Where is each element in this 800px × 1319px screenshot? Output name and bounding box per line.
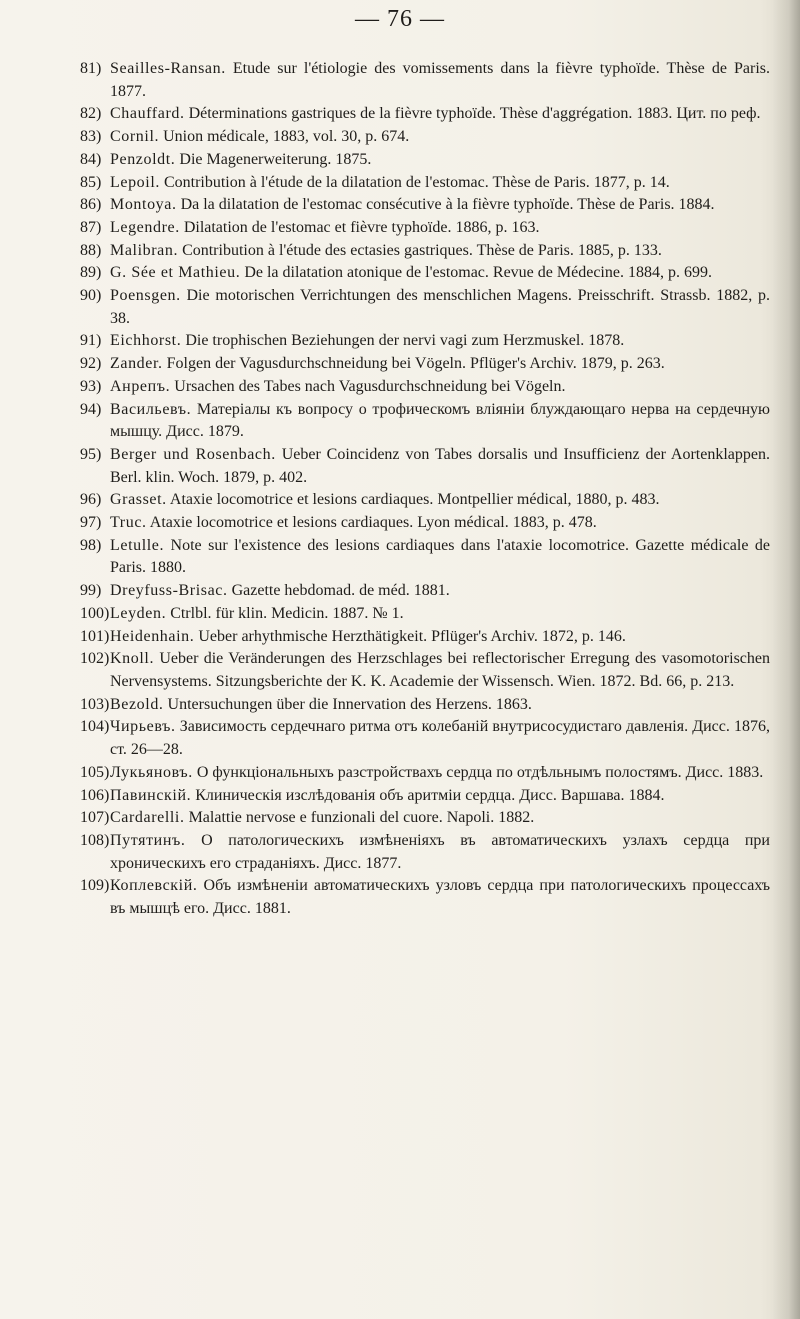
reference-number: 83) xyxy=(80,128,102,146)
reference-author: Knoll. xyxy=(110,650,155,668)
reference-number: 89) xyxy=(80,264,102,282)
reference-text: Note sur l'existence des lesions cardiaques dans l'ataxie locomotrice. Gazette médicale de Paris. 1880. xyxy=(110,536,770,577)
reference-text: Ueber die Veränderungen des Herzschlages bei reflectorischer Erregung des vasomotorischen Nervensystems. Sitzungsberichte der K. K. Academie der Wissensch. Wien. 1872. Bd. 66, p. 213. xyxy=(110,650,770,690)
reference-entry xyxy=(80,262,770,285)
page-number: — 76 — xyxy=(355,6,445,32)
reference-entry xyxy=(80,194,770,217)
reference-entry xyxy=(80,330,770,353)
reference-entry xyxy=(80,376,770,399)
reference-number: 108) xyxy=(80,831,110,849)
reference-list xyxy=(80,58,770,921)
reference-author: Zander. xyxy=(110,355,163,373)
reference-number: 84) xyxy=(80,150,102,168)
reference-number: 87) xyxy=(80,218,102,236)
reference-author: Malibran. xyxy=(110,241,179,259)
reference-number: 106) xyxy=(80,786,110,804)
reference-text: Gazette hebdomad. de méd. 1881. xyxy=(227,582,450,600)
reference-text: Ataxie locomotrice et lesions cardiaques. Lyon médical. 1883, p. 478. xyxy=(146,514,597,532)
reference-author: Eichhorst. xyxy=(110,332,182,350)
reference-entry xyxy=(80,875,770,920)
reference-number: 101) xyxy=(80,627,110,645)
reference-number: 94) xyxy=(80,400,102,418)
reference-author: Truc. xyxy=(110,514,147,532)
reference-entry xyxy=(80,716,770,761)
reference-entry xyxy=(80,103,770,126)
reference-entry xyxy=(80,580,770,603)
reference-number: 93) xyxy=(80,377,102,395)
reference-text: Die motorischen Verrichtungen des menschlichen Magens. Preisschrift. Strassb. 1882, p. 38. xyxy=(110,287,770,327)
reference-entry xyxy=(80,648,770,693)
reference-text: Ursachen des Tabes nach Vagusdurchschneidung bei Vögeln. xyxy=(170,377,566,395)
reference-text: Ueber Coincidenz von Tabes dorsalis und Insufficienz der Aortenklappen. Berl. klin. Woch. 1879, p. 402. xyxy=(110,445,771,486)
reference-text: Ueber arhythmische Herzthätigkeit. Pflüger's Archiv. 1872, p. 146. xyxy=(194,627,626,645)
reference-entry xyxy=(80,694,770,717)
reference-number: 100) xyxy=(80,604,110,622)
reference-entry xyxy=(80,126,770,149)
reference-author: Penzoldt. xyxy=(110,150,176,168)
reference-text: О патологическихъ измѣненіяхъ въ автоматическихъ узлахъ сердца при хроническихъ его страданіяхъ. Дисс. 1877. xyxy=(110,831,770,872)
reference-entry xyxy=(80,217,770,240)
reference-author: Montoya. xyxy=(110,196,177,214)
reference-entry xyxy=(80,399,770,444)
reference-text: De la dilatation atonique de l'estomac. Revue de Médecine. 1884, p. 699. xyxy=(240,264,712,282)
reference-entry xyxy=(80,762,770,785)
reference-text: Ataxie locomotrice et lesions cardiaques. Montpellier médical, 1880, p. 483. xyxy=(166,491,660,509)
reference-text: Da la dilatation de l'estomac consécutive à la fièvre typhoïde. Thèse de Paris. 1884. xyxy=(176,196,715,214)
reference-author: Chauffard. xyxy=(110,105,185,123)
reference-entry xyxy=(80,172,770,195)
reference-text: Die Magenerweiterung. 1875. xyxy=(175,150,372,168)
reference-number: 97) xyxy=(80,514,102,532)
reference-number: 104) xyxy=(80,718,110,736)
reference-author: Коплевскій. xyxy=(110,877,198,895)
reference-text: Клиническія изслѣдованія объ аритміи сердца. Дисс. Варшава. 1884. xyxy=(191,786,665,804)
reference-text: О функціональныхъ разстройствахъ сердца по отдѣльнымъ полостямъ. Дисс. 1883. xyxy=(192,763,764,781)
reference-entry xyxy=(80,807,770,830)
reference-author: Seailles-Ransan. xyxy=(110,60,226,77)
reference-author: Heidenhain. xyxy=(110,627,195,645)
reference-text: Etude sur l'étiologie des vomissements dans la fièvre typhoïde. Thèse de Paris. 1877. xyxy=(110,60,770,100)
reference-entry xyxy=(80,603,770,626)
reference-text: Union médicale, 1883, vol. 30, p. 674. xyxy=(159,128,410,146)
reference-number: 85) xyxy=(80,173,102,191)
reference-text: Die trophischen Beziehungen der nervi vagi zum Herzmuskel. 1878. xyxy=(181,332,625,350)
reference-author: Leyden. xyxy=(110,604,167,622)
reference-author: Чирьевъ. xyxy=(110,718,176,736)
reference-number: 102) xyxy=(80,650,110,668)
reference-entry xyxy=(80,285,770,330)
reference-entry xyxy=(80,240,770,263)
reference-number: 90) xyxy=(80,287,102,305)
reference-number: 91) xyxy=(80,332,102,350)
reference-author: Dreyfuss-Brisac. xyxy=(110,582,228,600)
reference-number: 88) xyxy=(80,241,102,259)
reference-author: Путятинъ. xyxy=(110,831,186,849)
reference-author: Bezold. xyxy=(110,695,164,713)
reference-text: Contribution à l'étude de la dilatation de l'estomac. Thèse de Paris. 1877, p. 14. xyxy=(159,173,670,191)
reference-text: Contribution à l'étude des ectasies gastriques. Thèse de Paris. 1885, p. 133. xyxy=(178,241,662,259)
reference-author: Cardarelli. xyxy=(110,809,185,827)
reference-entry xyxy=(80,58,770,103)
reference-number: 82) xyxy=(80,105,102,123)
reference-entry xyxy=(80,149,770,172)
reference-entry xyxy=(80,489,770,512)
reference-text: Ctrlbl. für klin. Medicin. 1887. № 1. xyxy=(166,604,404,622)
reference-author: Лукьяновъ. xyxy=(110,763,193,781)
reference-number: 99) xyxy=(80,582,102,600)
page-edge-shadow xyxy=(772,0,800,1319)
reference-author: Cornil. xyxy=(110,128,160,146)
reference-text: Зависимость сердечнаго ритма отъ колебаній внутрисосудистаго давленія. Дисс. 1876, ст. 26—28. xyxy=(110,718,770,759)
reference-text: Объ измѣненіи автоматическихъ узловъ сердца при патологическихъ процессахъ въ мышцѣ его. Дисс. 1881. xyxy=(110,877,770,918)
reference-author: Васильевъ. xyxy=(110,400,192,418)
reference-number: 98) xyxy=(80,536,102,554)
reference-number: 86) xyxy=(80,196,102,214)
reference-entry xyxy=(80,444,770,489)
reference-text: Folgen der Vagusdurchschneidung bei Vögeln. Pflüger's Archiv. 1879, p. 263. xyxy=(162,355,665,373)
reference-entry xyxy=(80,512,770,535)
reference-number: 81) xyxy=(80,60,102,77)
reference-text: Malattie nervose e funzionali del cuore. Napoli. 1882. xyxy=(184,809,535,827)
reference-author: Legendre. xyxy=(110,218,180,236)
reference-text: Dilatation de l'estomac et fièvre typhoïde. 1886, p. 163. xyxy=(179,218,540,236)
reference-entry xyxy=(80,353,770,376)
reference-number: 105) xyxy=(80,763,110,781)
reference-text: Матеріалы къ вопросу о трофическомъ вліяніи блуждающаго нерва на сердечную мышцу. Дисс. 1879. xyxy=(110,400,770,441)
reference-author: Павинскій. xyxy=(110,786,192,804)
reference-number: 95) xyxy=(80,445,102,463)
reference-entry xyxy=(80,535,770,580)
reference-author: G. Sée et Mathieu. xyxy=(110,264,241,282)
reference-number: 109) xyxy=(80,877,110,895)
reference-number: 107) xyxy=(80,809,110,827)
reference-author: Berger und Rosenbach. xyxy=(110,445,276,463)
reference-entry xyxy=(80,830,770,875)
reference-number: 103) xyxy=(80,695,110,713)
reference-author: Letulle. xyxy=(110,536,165,554)
reference-entry xyxy=(80,626,770,649)
reference-author: Анрепъ. xyxy=(110,377,171,395)
reference-number: 96) xyxy=(80,491,102,509)
reference-author: Grasset. xyxy=(110,491,167,509)
reference-text: Déterminations gastriques de la fièvre typhoïde. Thèse d'aggrégation. 1883. Цит. по реф. xyxy=(184,105,761,123)
reference-entry xyxy=(80,785,770,808)
reference-author: Poensgen. xyxy=(110,287,181,305)
reference-text: Untersuchungen über die Innervation des Herzens. 1863. xyxy=(163,695,532,713)
reference-number: 92) xyxy=(80,355,102,373)
reference-author: Lepoil. xyxy=(110,173,160,191)
